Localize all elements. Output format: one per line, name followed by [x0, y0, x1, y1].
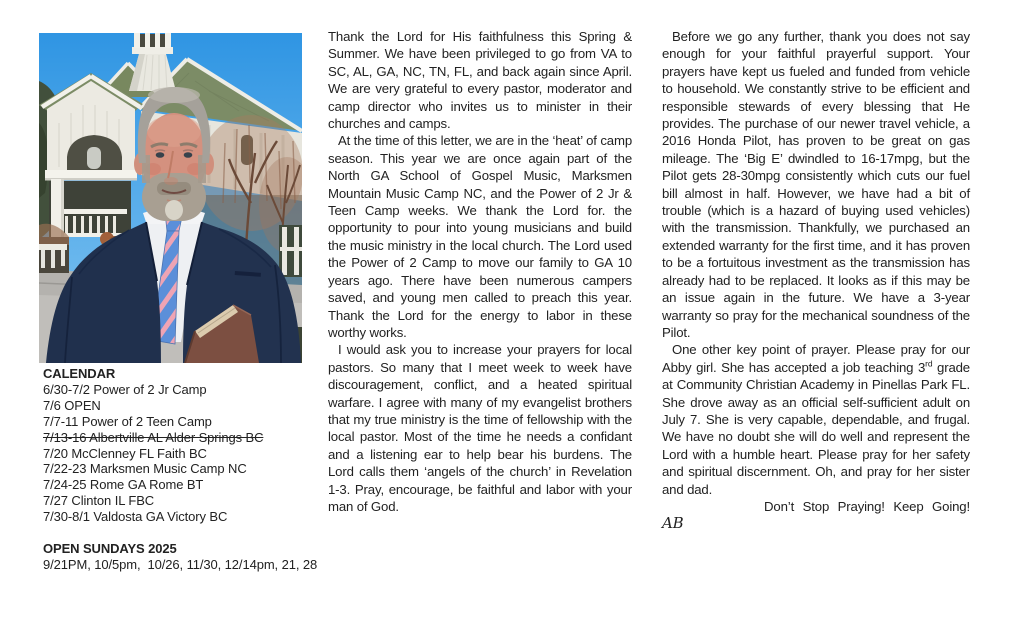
paragraph-abby-text: One other key point of prayer. Please pray for our Abby girl. She has accepted a job teaching 3: [662, 342, 970, 375]
calendar-item: 7/24-25 Rome GA Rome BT: [43, 477, 204, 493]
calendar-item: 6/30-7/2 Power of 2 Jr Camp: [43, 381, 207, 397]
calendar-item-cancelled: 7/13-16 Albertville AL Alder Springs BC: [43, 429, 264, 445]
paragraph-abby-text: grade at Community Christian Academy in Pinellas Park FL. She drove away as an official self-sufficient adult on July 7. She is very capable, dependable, and frugal. We have no doubt she will do well and represent the Lord with a humble heart. Please pray for her safety and spiritual discernment. Oh, and pray for her sister and dad.: [662, 359, 970, 497]
letter-column-middle: [328, 28, 632, 515]
calendar-section: [43, 366, 321, 573]
paragraph-abby: [662, 341, 970, 498]
calendar-item: 7/27 Clinton IL FBC: [43, 493, 155, 509]
signature-initials: AB: [662, 514, 684, 533]
paragraph-support-vehicle: Before we go any further, thank you does not say enough for your faithful prayerful support. Your prayers have kept us fueled and funded from vehicle to household. We constantly strive to be efficient and responsible stewards of every blessing that He provides. The purchase of our newer travel vehicle, a 2016 Honda Pilot, has proven to be great on gas mileage. The ‘Big E’ dwindled to 16-17mpg, but the Pilot gets 28-30mpg consistently which cuts our fuel bill almost in half. However, we have had a bit of trouble (which is a hazard of buying used vehicles) with the transmission. Thankfully, we purchased an extended warranty for the first time, and it has proven to be a fortuitous investment as the transmission has already had to be replaced. It looks as if this may be an issue again in the future. We have a 3-year warranty so pray for the mechanical soundness of the Pilot.: [662, 29, 970, 340]
calendar-item: 7/6 OPEN: [43, 397, 101, 413]
paragraph-local-pastors: I would ask you to increase your prayers for local pastors. So many that I meet week to week have discouragement, conflict, and a heated spiritual warfare. I agree with many of my evangelist brothers that my true ministry is the time of fellowship with the local pastor. Most of the time he needs a confidant and a listening ear to help bear his burdens. The Lord calls them ‘angels of the church’ in Revelation 1-3. Pray, encourage, be faithful and labor with your man of God.: [328, 342, 632, 514]
open-sundays-section: [43, 541, 321, 573]
calendar-item: 7/20 McClenney FL Faith BC: [43, 445, 207, 461]
photo-illustration: [39, 33, 302, 363]
open-sundays-title: OPEN SUNDAYS 2025: [43, 541, 177, 557]
paragraph-faithfulness: Thank the Lord for His faithfulness this Spring & Summer. We have been privileged to go from VA to SC, AL, GA, NC, TN, FL, and back again since April. We are very grateful to every pastor, moderator and camp director who invites us to minister in their churches and camps.: [328, 29, 632, 132]
open-sundays-dates: 9/21PM, 10/5pm, 10/26, 11/30, 12/14pm, 21, 28: [43, 556, 318, 572]
portico: [39, 73, 143, 239]
paragraph-camp-season: At the time of this letter, we are in the ‘heat’ of camp season. This year we are once again part of the North GA School of Gospel Music, Marksmen Mountain Music Camp NC, and the Power of 2 Jr & Teen Camp weeks. We thank the Lord for. the opportunity to pour into young musicians and build the music ministry in the local church. The Lord used the Power of 2 Camp to move our family to GA 10 years ago. There have been numerous campers saved, and young men called to preach this year. Thank the Lord for the energy to labor in these worthy works.: [328, 133, 632, 340]
calendar-item: 7/22-23 Marksmen Music Camp NC: [43, 461, 247, 477]
closing-exhortation: Don’t Stop Praying! Keep Going!: [764, 498, 970, 514]
calendar-item: 7/30-8/1 Valdosta GA Victory BC: [43, 509, 228, 525]
ordinal-superscript: rd: [925, 358, 933, 369]
letter-column-right: [662, 28, 970, 532]
calendar-title: CALENDAR: [43, 366, 116, 381]
side-porch: [279, 225, 302, 277]
newsletter-photo: [39, 33, 302, 363]
calendar-item: 7/7-11 Power of 2 Teen Camp: [43, 413, 212, 429]
